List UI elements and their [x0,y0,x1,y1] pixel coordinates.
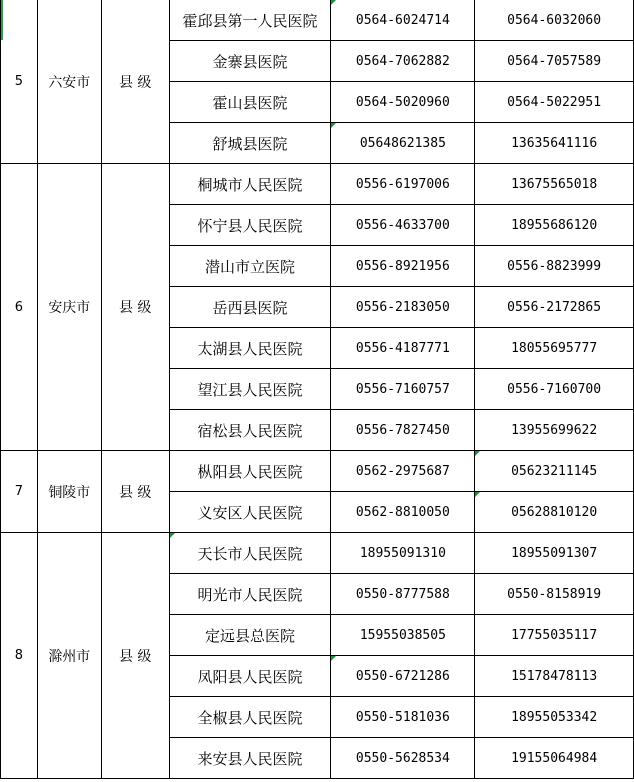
table-row [1,164,634,205]
phone-primary-cell[interactable]: 0564-5020960 [331,82,475,123]
phone-secondary-cell[interactable]: 17755035117 [475,615,634,656]
phone-primary-cell[interactable]: 0556-4187771 [331,328,475,369]
level-cell[interactable]: 县 级 [101,164,169,451]
hospital-name-cell[interactable]: 舒城县医院 [169,123,331,164]
phone-secondary-cell[interactable]: 13955699622 [475,410,634,451]
phone-secondary-cell[interactable]: 18955091307 [475,533,634,574]
phone-secondary-cell[interactable]: 13635641116 [475,123,634,164]
phone-primary-cell[interactable]: 0564-7062882 [331,41,475,82]
hospital-name-cell[interactable]: 岳西县医院 [169,287,331,328]
phone-primary-cell[interactable]: 0556-7160757 [331,369,475,410]
city-cell[interactable]: 安庆市 [37,164,101,451]
hospital-name-cell[interactable]: 桐城市人民医院 [169,164,331,205]
group-index-cell[interactable]: 7 [1,451,38,533]
phone-secondary-cell[interactable]: 0556-8823999 [475,246,634,287]
phone-secondary-cell[interactable]: 0556-7160700 [475,369,634,410]
phone-primary-cell[interactable]: 0562-8810050 [331,492,475,533]
hospital-name-cell[interactable]: 宿松县人民医院 [169,410,331,451]
level-cell[interactable]: 县 级 [101,533,169,779]
hospital-name-cell[interactable]: 霍山县医院 [169,82,331,123]
phone-secondary-cell[interactable]: 15178478113 [475,656,634,697]
phone-secondary-cell[interactable]: 18955053342 [475,697,634,738]
group-index-cell[interactable]: 8 [1,533,38,779]
phone-primary-cell[interactable]: 05648621385 [331,123,475,164]
phone-secondary-cell[interactable]: 0564-6032060 [475,0,634,41]
hospital-name-cell[interactable]: 明光市人民医院 [169,574,331,615]
phone-primary-cell[interactable]: 15955038505 [331,615,475,656]
phone-secondary-cell[interactable]: 0556-2172865 [475,287,634,328]
phone-primary-cell[interactable]: 0550-5181036 [331,697,475,738]
hospital-name-cell[interactable]: 定远县总医院 [169,615,331,656]
group-index-cell[interactable]: 5 [1,0,38,164]
phone-secondary-cell[interactable]: 0564-7057589 [475,41,634,82]
phone-primary-cell[interactable]: 18955091310 [331,533,475,574]
phone-primary-cell[interactable]: 0556-2183050 [331,287,475,328]
hospital-name-cell[interactable]: 枞阳县人民医院 [169,451,331,492]
city-cell[interactable]: 六安市 [37,0,101,164]
hospital-name-cell[interactable]: 全椒县人民医院 [169,697,331,738]
hospital-name-cell[interactable]: 凤阳县人民医院 [169,656,331,697]
phone-secondary-cell[interactable]: 18955686120 [475,205,634,246]
phone-secondary-cell[interactable]: 13675565018 [475,164,634,205]
hospital-name-cell[interactable]: 太湖县人民医院 [169,328,331,369]
hospital-name-cell[interactable]: 来安县人民医院 [169,738,331,779]
phone-primary-cell[interactable]: 0550-8777588 [331,574,475,615]
hospital-name-cell[interactable]: 望江县人民医院 [169,369,331,410]
city-cell[interactable]: 滁州市 [37,533,101,779]
hospital-name-cell[interactable]: 金寨县医院 [169,41,331,82]
phone-secondary-cell[interactable]: 18055695777 [475,328,634,369]
phone-primary-cell[interactable]: 0556-8921956 [331,246,475,287]
city-cell[interactable]: 铜陵市 [37,451,101,533]
hospital-name-cell[interactable]: 怀宁县人民医院 [169,205,331,246]
level-cell[interactable]: 县 级 [101,0,169,164]
phone-secondary-cell[interactable]: 0564-5022951 [475,82,634,123]
phone-secondary-cell[interactable]: 0550-8158919 [475,574,634,615]
table-row [1,451,634,492]
hospital-name-cell[interactable]: 潜山市立医院 [169,246,331,287]
hospital-name-cell[interactable]: 天长市人民医院 [169,533,331,574]
level-cell[interactable]: 县 级 [101,451,169,533]
hospital-name-cell[interactable]: 义安区人民医院 [169,492,331,533]
table-row [1,533,634,574]
phone-secondary-cell[interactable]: 05628810120 [475,492,634,533]
phone-primary-cell[interactable]: 0556-4633700 [331,205,475,246]
phone-primary-cell[interactable]: 0562-2975687 [331,451,475,492]
phone-primary-cell[interactable]: 0556-6197006 [331,164,475,205]
phone-primary-cell[interactable]: 0550-5628534 [331,738,475,779]
table-row [1,0,634,41]
hospital-name-cell[interactable]: 霍邱县第一人民医院 [169,0,331,41]
phone-secondary-cell[interactable]: 05623211145 [475,451,634,492]
group-index-cell[interactable]: 6 [1,164,38,451]
phone-primary-cell[interactable]: 0564-6024714 [331,0,475,41]
phone-primary-cell[interactable]: 0550-6721286 [331,656,475,697]
phone-secondary-cell[interactable]: 19155064984 [475,738,634,779]
phone-primary-cell[interactable]: 0556-7827450 [331,410,475,451]
